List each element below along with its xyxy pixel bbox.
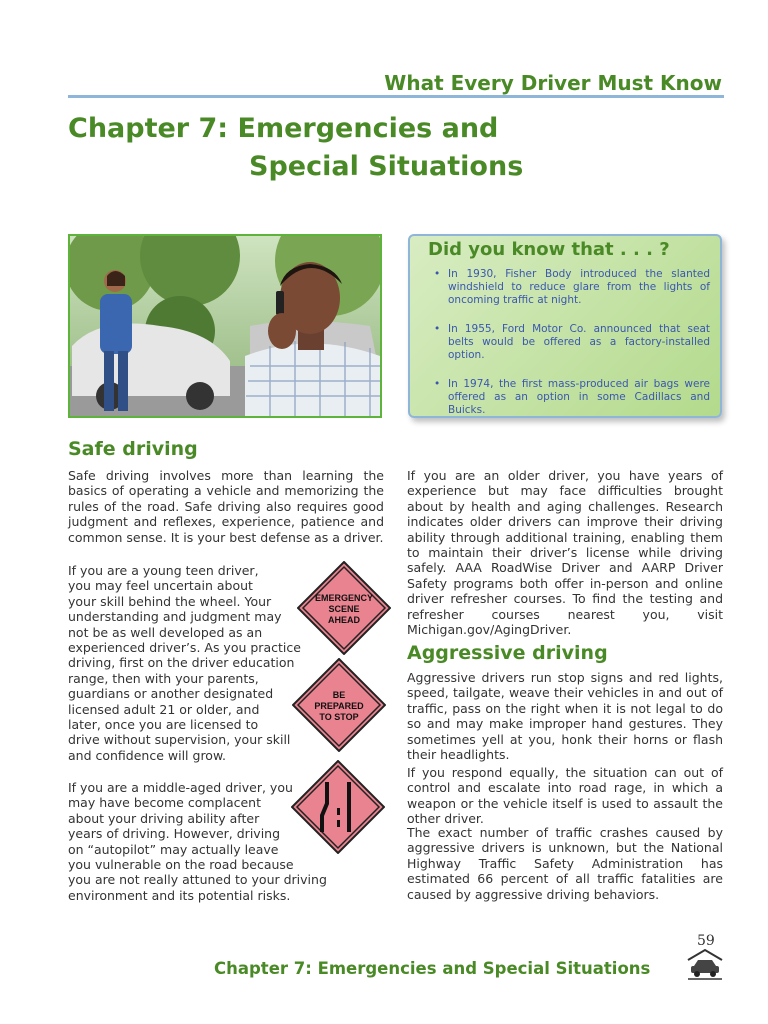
photo-driver-on-phone <box>68 234 382 418</box>
emergency-scene-ahead-sign <box>297 561 391 655</box>
text-line: later, once you are licensed to <box>68 717 259 733</box>
text-line: you vulnerable on the road because <box>68 857 294 873</box>
text-line: licensed adult 21 or older, and <box>68 701 260 717</box>
safe-driving-paragraph-1: Safe driving involves more than learning the basics of operating a vehicle and memorizing the rules of the road. Safe driving also requires good judgment and reflexes, experience, patience and common sense. It is your best defense as a driver. <box>68 468 384 545</box>
be-prepared-to-stop-sign <box>292 658 386 752</box>
aggressive-driving-heading: Aggressive driving <box>407 642 608 664</box>
text-line: on “autopilot” may actually leave <box>68 841 279 857</box>
text-line: about your driving ability after <box>68 810 260 826</box>
lane-shift-sign <box>291 760 385 854</box>
aggressive-driving-paragraph-2: If you respond equally, the situation can out of control and escalate into road rage, in which a weapon or the vehicle itself is used to assault the other driver. <box>407 765 723 827</box>
safe-driving-heading: Safe driving <box>68 438 198 460</box>
text-line: years of driving. However, driving <box>68 826 281 842</box>
did-you-know-item-3: • In 1974, the first mass-produced air bags were offered as an option in some Cadillacs and Buicks. <box>448 378 710 417</box>
aggressive-driving-paragraph-3: The exact number of traffic crashes caused by aggressive drivers is unknown, but the National Highway Traffic Safety Administration has estimated 66 percent of all traffic fatalities are caused by aggressive driving behaviors. <box>407 825 723 902</box>
did-you-know-box <box>408 234 722 418</box>
chapter-title <box>68 110 523 186</box>
text-line: drive without supervision, your skill <box>68 732 291 748</box>
sign2-line2: PREPARED <box>314 701 364 711</box>
text-line: If you are a young teen driver, <box>68 563 259 578</box>
chapter-title-line2: Special Situations <box>249 151 524 182</box>
text-line: your skill behind the wheel. Your <box>68 593 272 609</box>
photo-illustration <box>70 236 380 416</box>
did-you-know-heading: Did you know that . . . ? <box>428 239 670 260</box>
safe-driving-paragraph-3 <box>68 780 328 903</box>
sign2-line1: BE <box>332 690 346 700</box>
text-line: guardians or another designated <box>68 686 274 702</box>
did-you-know-item-1: • In 1930, Fisher Body introduced the slanted windshield to reduce glare from the lights of oncoming traffic at night. <box>448 268 710 307</box>
sign2-line3: TO STOP <box>319 712 359 722</box>
text-line: you may feel uncertain about <box>68 578 253 594</box>
sign1-line2: SCENE <box>328 604 360 614</box>
text-line: experienced driver’s. As you practice <box>68 640 301 656</box>
sign1-line1: EMERGENCY <box>314 593 374 603</box>
text-line: not be as well developed as an <box>68 624 263 640</box>
text-line: may have become complacent <box>68 795 261 811</box>
older-driver-paragraph: If you are an older driver, you have years of experience but may face difficulties brought about by health and aging challenges. Research indicates older drivers can improve their driving ability through additional training, enabling them to maintain their driver’s license while driving safely. AAA RoadWise Driver and AARP Driver Safety programs both offer in-person and online driver refresher courses. To find the testing and refresher courses nearest you, visit Michigan.gov/AgingDriver. <box>407 468 723 638</box>
did-you-know-list <box>424 268 710 433</box>
text-line: and confidence will grow. <box>68 747 227 763</box>
text-line: range, then with your parents, <box>68 670 259 686</box>
safe-driving-paragraph-2 <box>68 563 308 763</box>
car-icon <box>686 948 724 980</box>
text-line: environment and its potential risks. <box>68 887 291 903</box>
footer-title: Chapter 7: Emergencies and Special Situations <box>214 959 651 978</box>
text-line: understanding and judgment may <box>68 609 282 625</box>
header-rule <box>68 95 724 98</box>
page-number: 59 <box>697 933 715 949</box>
sign1-line3: AHEAD <box>327 615 361 625</box>
text-line: If you are a middle-aged driver, you <box>68 780 293 795</box>
chapter-title-line1: Chapter 7: Emergencies and <box>68 113 499 144</box>
aggressive-driving-paragraph-1: Aggressive drivers run stop signs and red lights, speed, tailgate, weave their vehicles in and out of traffic, pass on the right when it is not legal to do so and may make improper hand gestures. They sometimes yell at you, honk their horns or flash their headlights. <box>407 670 723 763</box>
did-you-know-item-2: • In 1955, Ford Motor Co. announced that seat belts would be offered as a factory-installed option. <box>448 323 710 362</box>
text-line: driving, first on the driver education <box>68 655 295 671</box>
text-line: you are not really attuned to your driving <box>68 872 327 888</box>
header-title: What Every Driver Must Know <box>384 71 722 95</box>
